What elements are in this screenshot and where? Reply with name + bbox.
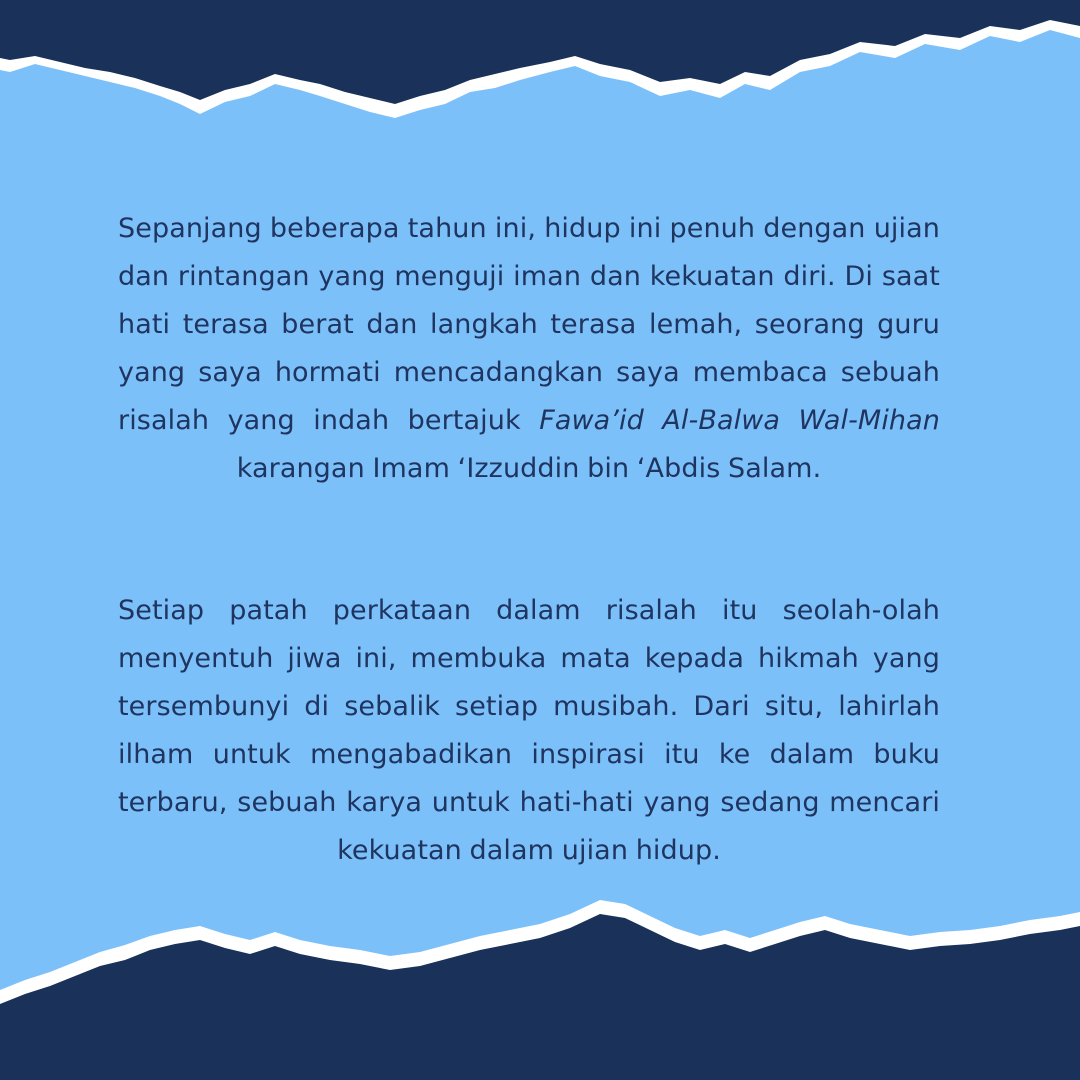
paragraph-inspiration: Setiap patah perkataan dalam risalah itu seolah-olah menyentuh jiwa ini, membuka mata kepada hikmah yang tersembunyi di sebalik setiap musibah. Dari situ, lahirlah ilham untuk mengabadikan inspirasi itu ke dalam buku terbaru, sebuah karya untuk hati-hati yang sedang mencari kekuatan dalam ujian hidup.	[118, 595, 940, 866]
paragraph-intro-text-end: karangan Imam ‘Izzuddin bin ‘Abdis Salam.	[236, 453, 822, 484]
risalah-title: Fawa’id Al-Balwa Wal-Mihan	[539, 405, 940, 436]
paragraph-intro	[118, 205, 940, 493]
paragraph-intro-text-start: Sepanjang beberapa tahun ini, hidup ini penuh dengan ujian dan rintangan yang menguji iman dan kekuatan diri. Di saat hati terasa berat dan langkah terasa lemah, seorang guru yang saya hormati mencadangkan saya membaca sebuah risalah yang indah bertajuk	[118, 213, 940, 436]
